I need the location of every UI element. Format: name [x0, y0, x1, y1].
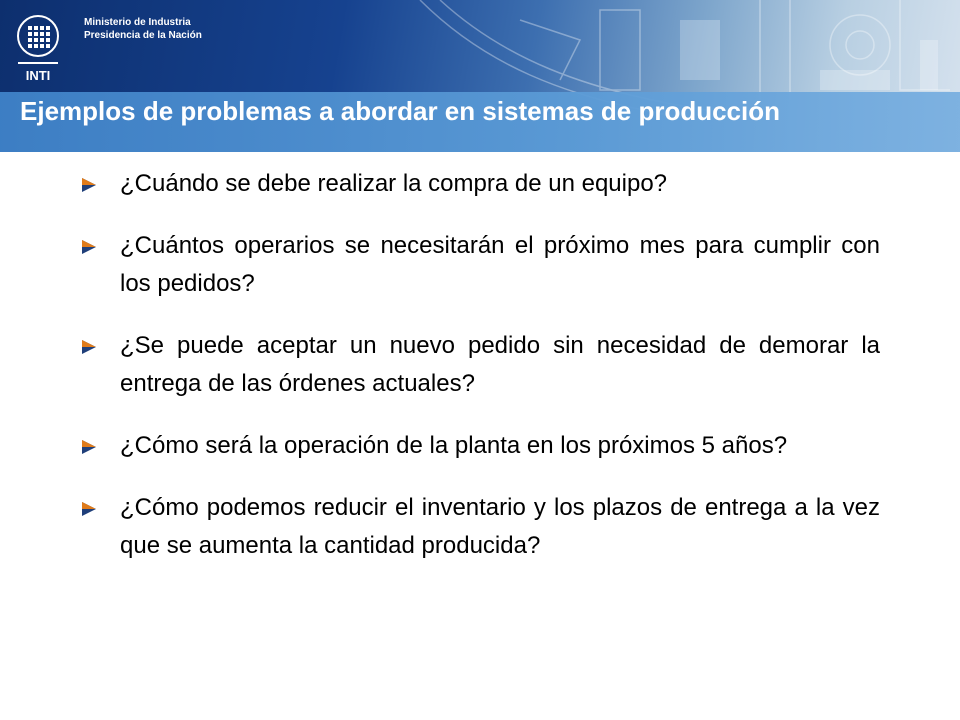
list-item	[80, 327, 880, 403]
triangle-arrow-icon	[82, 440, 96, 454]
triangle-arrow-icon	[82, 502, 96, 516]
bullet-text: ¿Cuántos operarios se necesitarán el próximo mes para cumplir con los pedidos?	[120, 232, 880, 297]
list-item	[80, 165, 880, 203]
header-banner	[0, 0, 960, 152]
svg-text:INTI: INTI	[25, 68, 51, 83]
triangle-arrow-icon	[82, 240, 96, 254]
ministry-line-1: Ministerio de Industria	[84, 17, 191, 28]
inti-logo-icon	[16, 14, 60, 92]
ministry-label	[84, 16, 202, 42]
triangle-arrow-icon	[82, 340, 96, 354]
list-item	[80, 227, 880, 303]
bullet-text: ¿Se puede aceptar un nuevo pedido sin necesidad de demorar la entrega de las órdenes actuales?	[120, 332, 880, 397]
list-item	[80, 427, 880, 465]
list-item	[80, 489, 880, 565]
bullet-list	[80, 165, 880, 589]
triangle-arrow-icon	[82, 178, 96, 192]
bullet-text: ¿Cuándo se debe realizar la compra de un equipo?	[120, 170, 668, 197]
slide-title: Ejemplos de problemas a abordar en sistemas de producción	[20, 96, 781, 126]
ministry-line-2: Presidencia de la Nación	[84, 30, 202, 41]
bullet-text: ¿Cómo será la operación de la planta en los próximos 5 años?	[120, 432, 788, 459]
bullet-text: ¿Cómo podemos reducir el inventario y los plazos de entrega a la vez que se aumenta la cantidad producida?	[120, 494, 880, 559]
